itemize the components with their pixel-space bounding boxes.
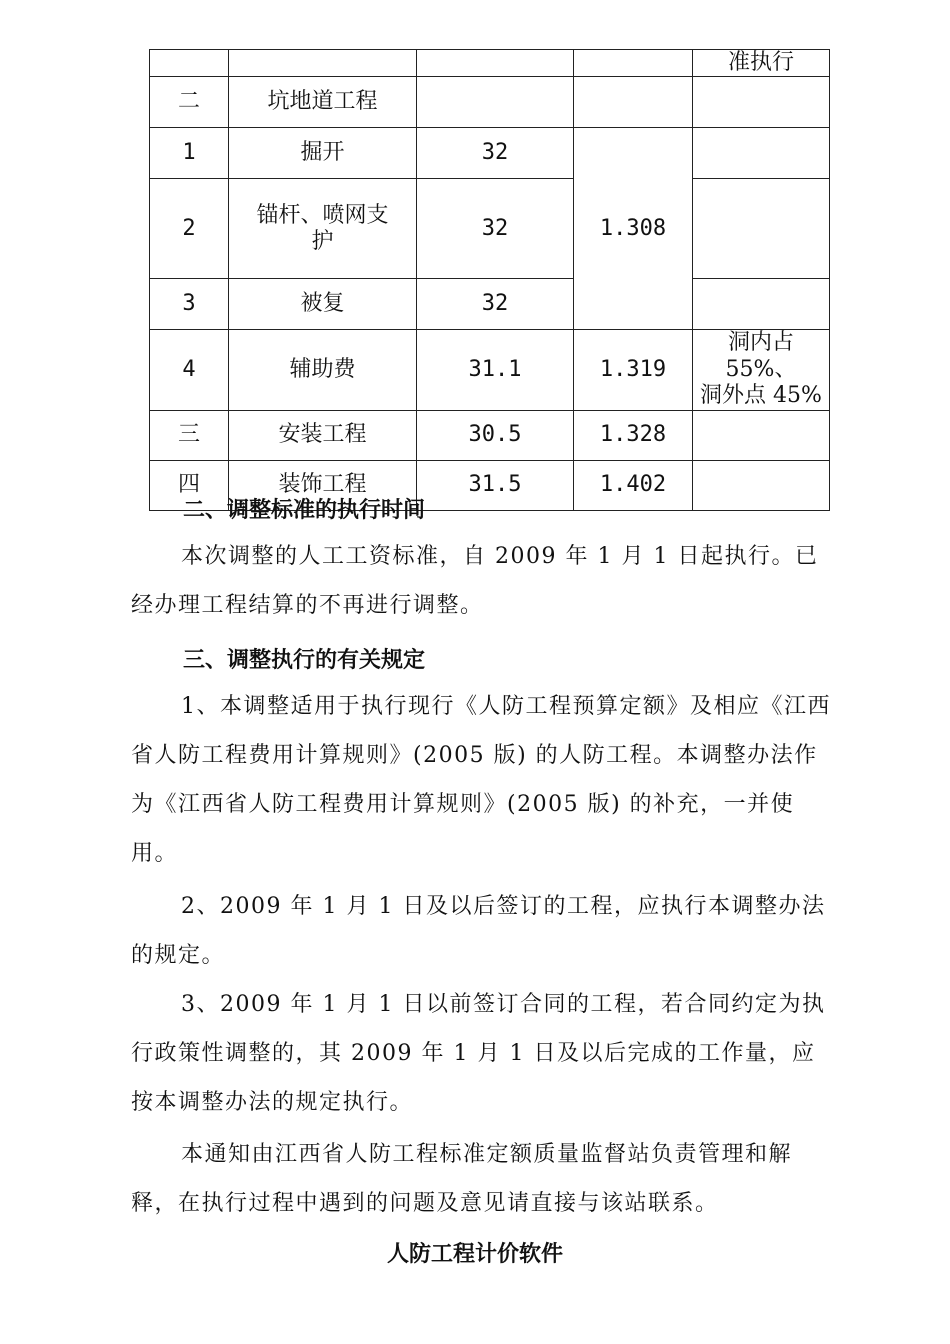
row-name: [229, 179, 417, 279]
row-wage: 31.5: [417, 460, 574, 510]
row-wage: 32: [417, 279, 574, 330]
row-note: [693, 330, 830, 410]
paragraph: 本通知由江西省人防工程标准定额质量监督站负责管理和解释，在执行过程中遇到的问题及意见请直接与该站联系。: [131, 1142, 793, 1216]
table-cell: [693, 179, 830, 279]
table-row: [150, 179, 830, 279]
table-cell: [693, 410, 830, 460]
row-note-line: 洞内占 55%、: [725, 330, 797, 382]
paragraph: 3、2009 年 1 月 1 日以前签订合同的工程，若合同约定为执行政策性调整的，其 2009 年 1 月 1 日及以后完成的工作量，应按本调整办法的规定执行。: [131, 992, 826, 1115]
table-row: [150, 50, 830, 77]
row-coefficient-merged: 1.308: [574, 128, 693, 330]
row-wage: 32: [417, 179, 574, 279]
paragraph: 1、本调整适用于执行现行《人防工程预算定额》及相应《江西省人防工程费用计算规则》(2005 版) 的人防工程。本调整办法作为《江西省人防工程费用计算规则》(2005 版) 的补充，一并使用。: [131, 694, 831, 866]
section-heading: 三、调整执行的有关规定: [183, 648, 426, 673]
section-heading: 二、调整标准的执行时间: [183, 498, 426, 523]
row-name: 安装工程: [229, 410, 417, 460]
row-number: 四: [150, 460, 229, 510]
table-row: [150, 410, 830, 460]
table-cell: [150, 50, 229, 77]
row-number: 3: [150, 279, 229, 330]
paragraph: 本次调整的人工工资标准，自 2009 年 1 月 1 日起执行。已经办理工程结算的不再进行调整。: [131, 544, 819, 618]
table-row: [150, 128, 830, 179]
table-row: [150, 330, 830, 410]
row-number: 4: [150, 330, 229, 410]
row-coefficient: 1.319: [574, 330, 693, 410]
table-cell: [574, 50, 693, 77]
row-wage: 31.1: [417, 330, 574, 410]
table-cell: [693, 77, 830, 128]
row-number: 2: [150, 179, 229, 279]
row-name: 坑地道工程: [229, 77, 417, 128]
row-number: 二: [150, 77, 229, 128]
row-wage: 30.5: [417, 410, 574, 460]
row-coefficient: 1.402: [574, 460, 693, 510]
row-number: 1: [150, 128, 229, 179]
row-name: 辅助费: [229, 330, 417, 410]
wage-adjustment-table: [149, 49, 830, 511]
table-cell: [574, 77, 693, 128]
row-name: 掘开: [229, 128, 417, 179]
row-coefficient: 1.328: [574, 410, 693, 460]
table-cell: [693, 460, 830, 510]
table-cell: [417, 77, 574, 128]
row-name: 被复: [229, 279, 417, 330]
row-number: 三: [150, 410, 229, 460]
table-cell: [229, 50, 417, 77]
table-row: [150, 77, 830, 128]
table-cell: [693, 128, 830, 179]
footer-title: 人防工程计价软件: [386, 1242, 563, 1267]
table-cell-note: 准执行: [693, 50, 830, 77]
table-cell: [417, 50, 574, 77]
row-note-line: 洞外点 45%: [700, 383, 822, 409]
row-wage: 32: [417, 128, 574, 179]
row-name: 装饰工程: [229, 460, 417, 510]
paragraph: 2、2009 年 1 月 1 日及以后签订的工程，应执行本调整办法的规定。: [131, 894, 826, 968]
table-row: [150, 279, 830, 330]
table-cell: [693, 279, 830, 330]
row-name-text: 锚杆、喷网支护: [256, 202, 389, 254]
